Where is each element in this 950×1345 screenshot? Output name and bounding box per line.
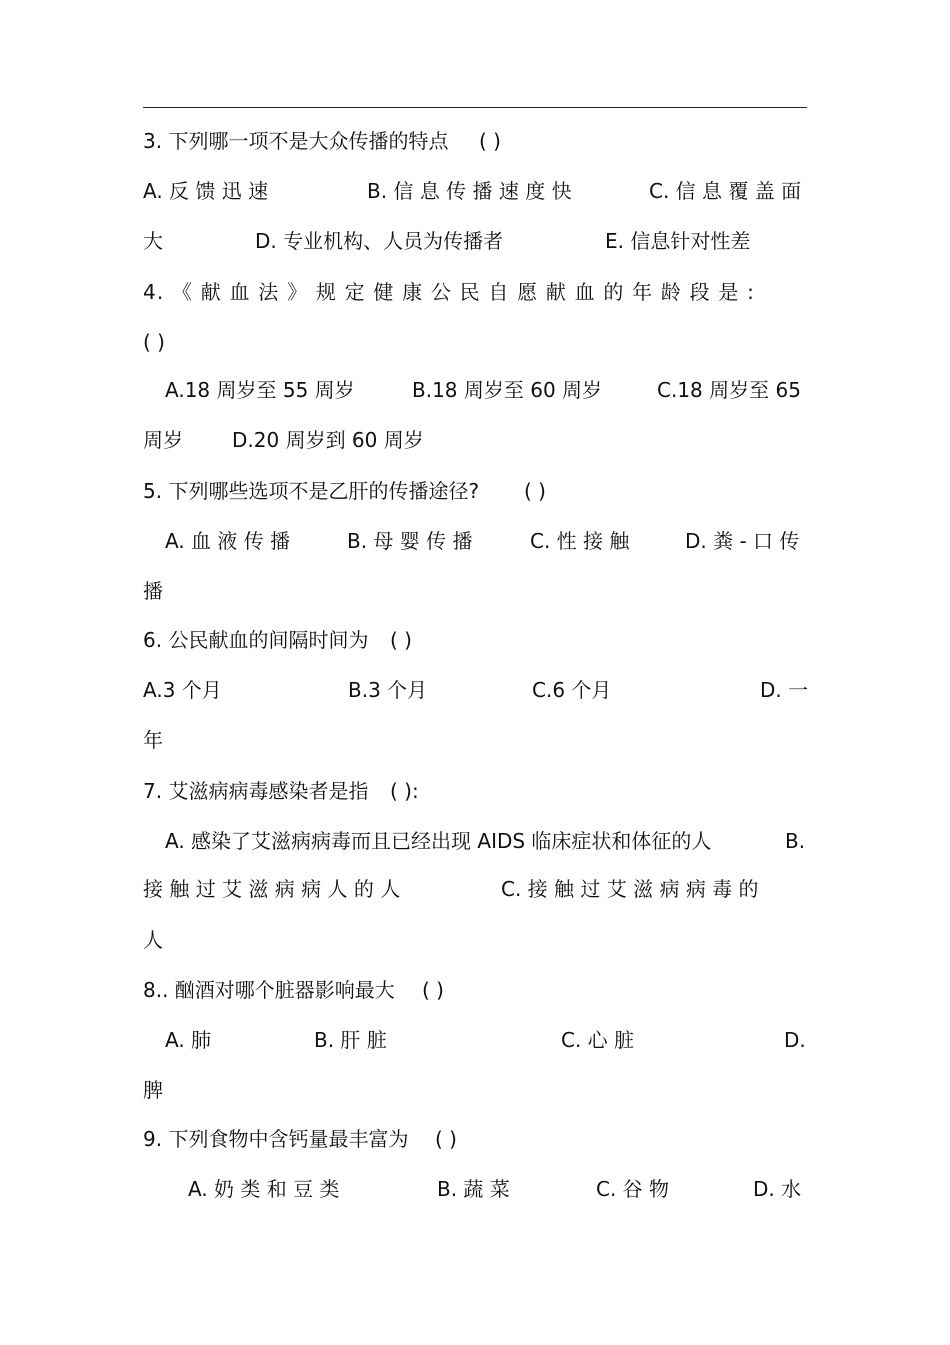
- option-b: B.18 周岁至 60 周岁: [412, 378, 603, 402]
- question-6-text: 6. 公民献血的间隔时间为: [143, 628, 369, 652]
- option-a: A. 血 液 传 播: [165, 529, 291, 553]
- question-6-options-row2: [143, 723, 807, 757]
- question-8-options-row1: [143, 1023, 807, 1057]
- question-9-answer-blank: ( ): [435, 1127, 457, 1151]
- question-3-options-row2: [143, 224, 807, 258]
- option-a: A.18 周岁至 55 周岁: [165, 378, 355, 402]
- question-6-options-row1: [143, 673, 807, 707]
- option-a: A.3 个月: [143, 678, 222, 702]
- option-d-continued: 年: [143, 728, 163, 752]
- option-e: E. 信息针对性差: [605, 229, 751, 253]
- option-c: C. 接 触 过 艾 滋 病 病 毒 的: [501, 877, 759, 901]
- question-8-stem: [143, 973, 807, 1007]
- option-d: D. 专业机构、人员为传播者: [255, 229, 504, 253]
- question-5-stem: [143, 474, 807, 508]
- option-a: A. 感染了艾滋病病毒而且已经出现 AIDS 临床症状和体征的人: [165, 829, 712, 853]
- question-4-answer-row: [143, 325, 807, 359]
- option-b: B. 蔬 菜: [437, 1177, 510, 1201]
- option-d: D.: [784, 1028, 806, 1052]
- option-d: D. 一: [760, 678, 809, 702]
- option-a: A. 奶 类 和 豆 类: [188, 1177, 340, 1201]
- question-6-answer-blank: ( ): [390, 628, 412, 652]
- question-3-stem: [143, 124, 807, 158]
- question-8-answer-blank: ( ): [422, 978, 444, 1002]
- option-c-continued: 大: [143, 229, 163, 253]
- option-d: D. 粪 - 口 传: [685, 529, 800, 553]
- option-b: B. 母 婴 传 播: [347, 529, 473, 553]
- option-c-continued: 周岁: [143, 428, 183, 452]
- question-7-stem: [143, 774, 807, 808]
- question-9-options-row1: [143, 1172, 807, 1206]
- question-7-options-row1: [143, 824, 807, 858]
- question-3-text: 3. 下列哪一项不是大众传播的特点: [143, 129, 449, 153]
- option-b-label: B.: [785, 829, 806, 853]
- question-5-options-row2: [143, 574, 807, 608]
- question-7-text: 7. 艾滋病病毒感染者是指: [143, 779, 369, 803]
- question-5-options-row1: [143, 524, 807, 558]
- option-a: A. 肺: [165, 1028, 212, 1052]
- option-b: 接 触 过 艾 滋 病 病 人 的 人: [143, 877, 401, 901]
- option-c: C. 心 脏: [561, 1028, 635, 1052]
- header-rule: [143, 107, 807, 108]
- question-5-text: 5. 下列哪些选项不是乙肝的传播途径?: [143, 479, 480, 503]
- question-9-text: 9. 下列食物中含钙量最丰富为: [143, 1127, 409, 1151]
- option-b: B. 肝 脏: [314, 1028, 387, 1052]
- question-9-stem: [143, 1122, 807, 1156]
- option-c: C. 信 息 覆 盖 面: [649, 179, 802, 203]
- option-c: C. 谷 物: [596, 1177, 670, 1201]
- question-3-options-row1: [143, 174, 807, 208]
- question-8-options-row2: [143, 1073, 807, 1107]
- option-d: D. 水: [753, 1177, 802, 1201]
- question-7-options-row3: [143, 923, 807, 957]
- option-c: C.6 个月: [532, 678, 612, 702]
- question-4-answer-blank: ( ): [143, 330, 165, 354]
- question-4-stem: [143, 275, 807, 309]
- question-8-text: 8.. 酗酒对哪个脏器影响最大: [143, 978, 395, 1002]
- question-4-options-row1: [143, 373, 807, 407]
- question-4-options-row2: [143, 423, 807, 457]
- question-7-answer-blank: ( ):: [390, 779, 419, 803]
- option-d: D.20 周岁到 60 周岁: [232, 428, 424, 452]
- question-4-text: 4. 《 献 血 法 》 规 定 健 康 公 民 自 愿 献 血 的 年 龄 段 是 :: [143, 280, 756, 304]
- option-c: C. 性 接 触: [530, 529, 630, 553]
- option-a: A. 反 馈 迅 速: [143, 179, 269, 203]
- question-6-stem: [143, 623, 807, 657]
- question-3-answer-blank: ( ): [479, 129, 501, 153]
- option-d-continued: 播: [143, 579, 163, 603]
- question-7-options-row2: [143, 872, 807, 906]
- option-c: C.18 周岁至 65: [657, 378, 801, 402]
- option-d-continued: 脾: [143, 1078, 163, 1102]
- option-c-continued: 人: [143, 928, 163, 952]
- question-5-answer-blank: ( ): [524, 479, 546, 503]
- option-b: B.3 个月: [348, 678, 428, 702]
- option-b: B. 信 息 传 播 速 度 快: [367, 179, 572, 203]
